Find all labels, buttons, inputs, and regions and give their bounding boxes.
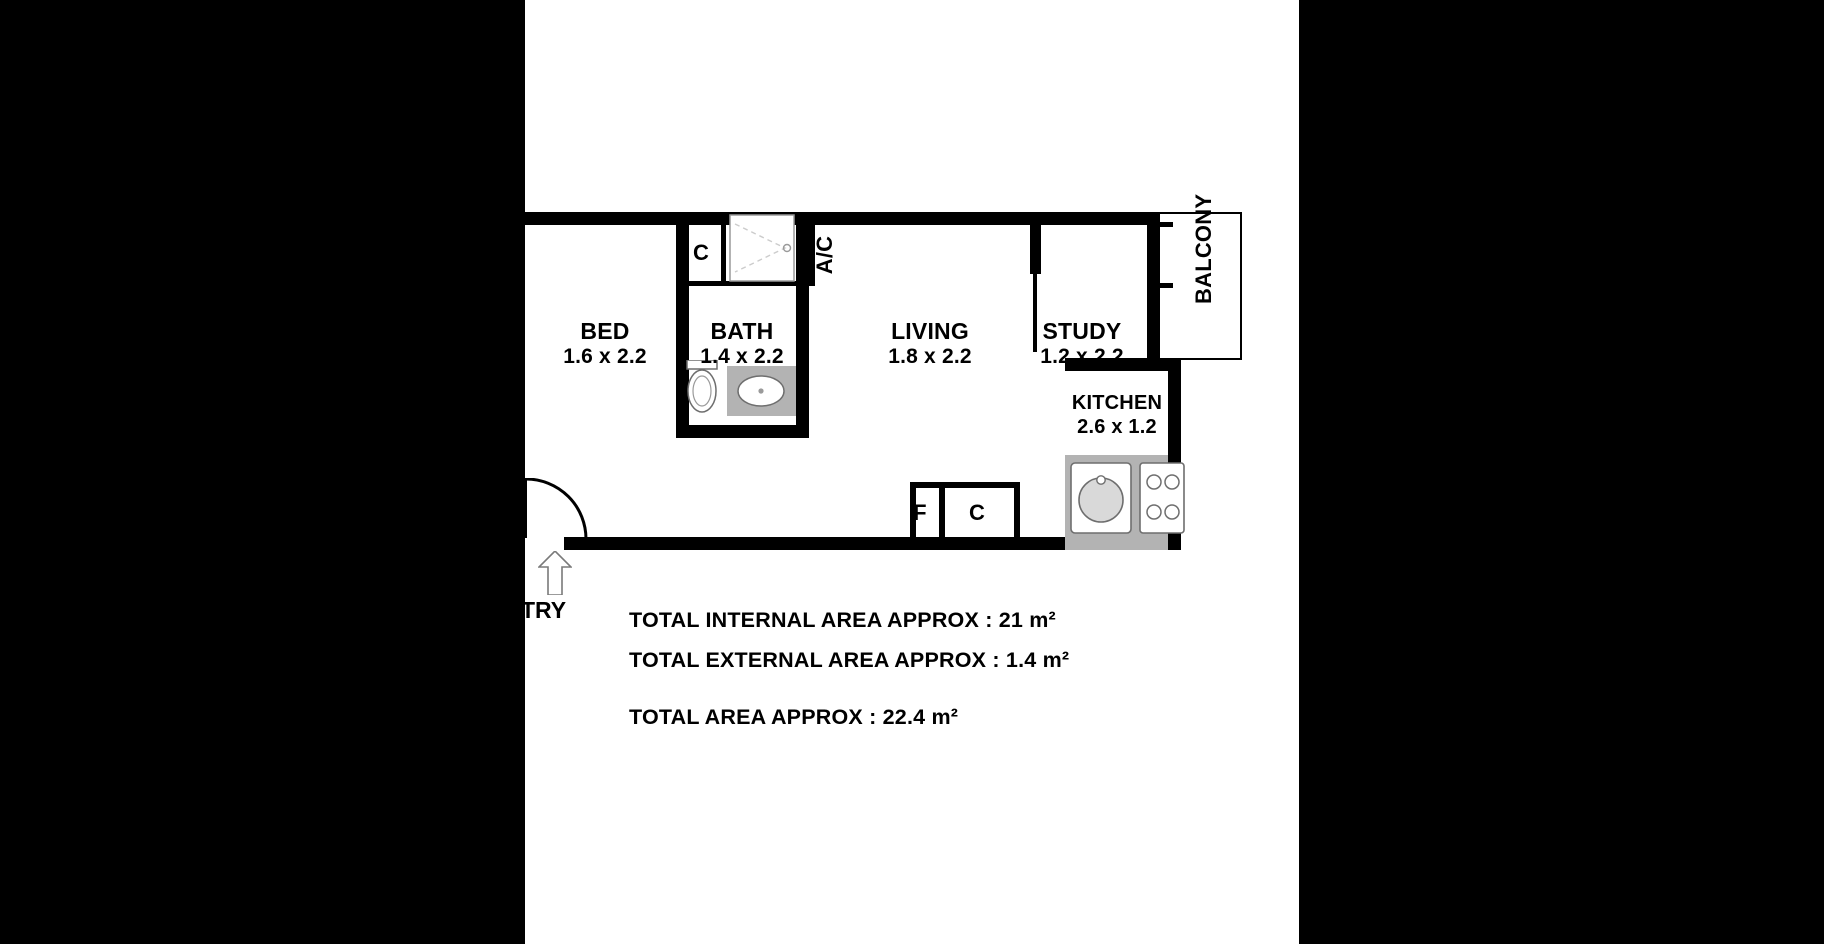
- label-bath: BATH 1.4 x 2.2: [700, 318, 784, 369]
- label-bed: BED 1.6 x 2.2: [563, 318, 647, 369]
- balcony-door-jamb-bottom: [1153, 283, 1173, 288]
- label-closet-bath: C: [692, 240, 710, 265]
- wall-fridge-top: [910, 482, 1020, 488]
- label-balcony: BALCONY: [1191, 193, 1217, 304]
- total-internal-area: TOTAL INTERNAL AREA APPROX : 21 m²: [629, 608, 1056, 632]
- wall-closet-kitchen-right: [1014, 482, 1020, 538]
- kitchen-sink-icon: [1070, 462, 1132, 534]
- total-area: TOTAL AREA APPROX : 22.4 m²: [629, 705, 959, 729]
- sink-basin-icon: [727, 366, 796, 416]
- balcony-door-jamb-top: [1153, 222, 1173, 227]
- wall-bath-bottom: [676, 425, 809, 438]
- shower-icon: [729, 214, 795, 282]
- label-air-conditioner: A/C: [812, 235, 838, 275]
- floor-plan-diagram: [489, 0, 1299, 944]
- cooktop-icon: [1139, 462, 1185, 534]
- wall-bed-bath: [676, 212, 689, 234]
- wall-bottom-left-stub: [474, 537, 519, 550]
- entry-arrow-icon: [538, 551, 572, 595]
- wall-closet-bath-bottom: [676, 281, 726, 286]
- label-entry: ENTRY: [489, 597, 567, 623]
- entry-door-swing-icon: [525, 478, 593, 546]
- label-study: STUDY 1.2 x 2.2: [1040, 318, 1124, 369]
- total-external-area: TOTAL EXTERNAL AREA APPROX : 1.4 m²: [629, 648, 1070, 672]
- balcony-wall-bottom: [1160, 358, 1242, 360]
- label-kitchen: KITCHEN 2.6 x 1.2: [1071, 392, 1163, 438]
- floor-plan-page: [489, 0, 1299, 944]
- wall-left: [474, 212, 487, 550]
- label-fridge: F: [913, 500, 927, 525]
- label-living: LIVING 1.8 x 2.2: [888, 318, 972, 369]
- label-closet-kitchen: C: [968, 500, 986, 525]
- wall-living-study: [1030, 212, 1041, 274]
- balcony-wall-right: [1240, 212, 1242, 360]
- wall-closet-bath-right: [721, 212, 726, 286]
